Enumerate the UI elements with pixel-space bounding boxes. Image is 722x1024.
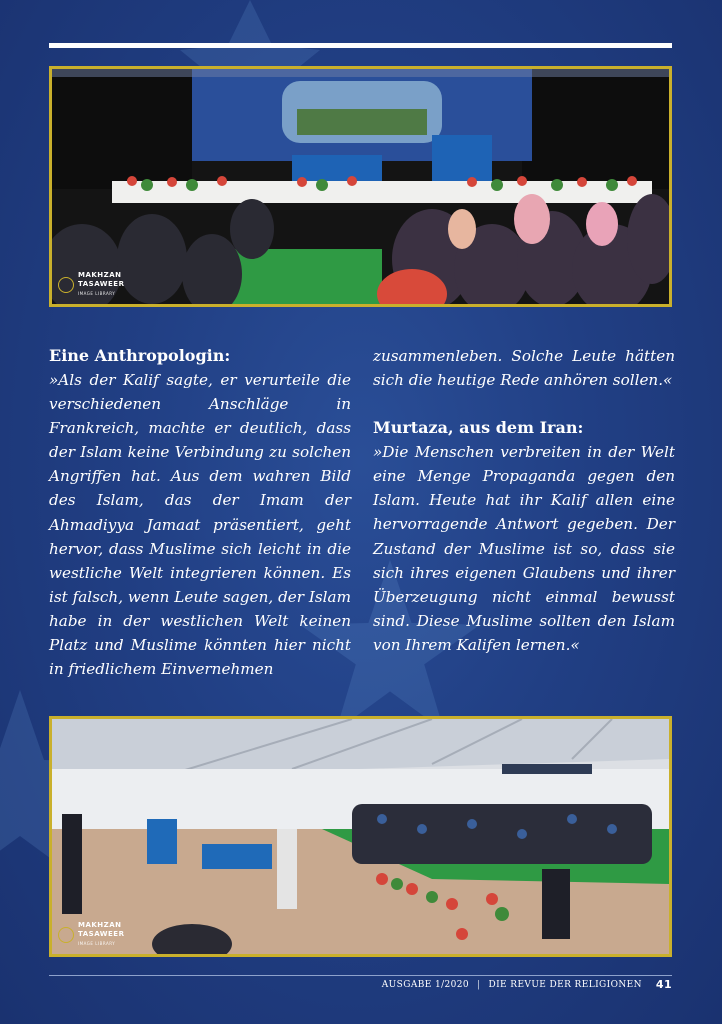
watermark-title-2: TASAWEER: [78, 930, 125, 938]
left-column: [49, 344, 351, 681]
section-heading: Murtaza, aus dem Iran:: [373, 418, 584, 438]
photo-stage-illustration: [52, 69, 669, 304]
footer-separator: |: [477, 979, 481, 990]
watermark-subtitle: IMAGE LIBRARY: [78, 291, 116, 296]
photo-watermark: [58, 271, 124, 298]
quote-text: »Die Menschen verbreiten in der Welt eine Menge Propaganda gegen den Islam. Heute hat ihr Kalif allen eine hervorragende Antwort gegeben. Der Zustand der Muslime ist so, dass sie sich ihres eigenen Glaubens und ihrer Überzeugung nicht einmal bewusst sind. Diese Muslime sollten den Islam von Ihrem Kalifen lernen.«: [373, 443, 675, 654]
photo-hall-illustration: [52, 719, 669, 954]
watermark-title: MAKHZAN: [78, 921, 122, 929]
watermark-logo-icon: [58, 277, 74, 293]
page-number: 41: [655, 978, 672, 991]
right-column: [373, 344, 675, 657]
watermark-title-2: TASAWEER: [78, 280, 125, 288]
photo-watermark: [58, 921, 124, 948]
watermark-logo-icon: [58, 927, 74, 943]
quote-text: »Als der Kalif sagte, er verurteile die verschiedenen Anschläge in Frankreich, machte er deutlich, dass der Islam keine Verbindung zu solchen Angriffen hat. Aus dem wahren Bild des Islam, das der Imam der Ahmadiyya Jamaat präsentiert, geht hervor, dass Muslime sich leicht in die westliche Welt integrieren können. Es ist falsch, wenn Leute sagen, der Islam habe in der westlichen Welt keinen Platz und Muslime könnten hier nicht in friedlichem Einvernehmen: [49, 371, 351, 679]
watermark-title: MAKHZAN: [78, 271, 122, 279]
footer-issue: AUSGABE 1/2020: [381, 979, 470, 990]
event-photo-hall: [49, 716, 672, 957]
page-footer: [382, 978, 672, 991]
event-photo-stage: [49, 66, 672, 307]
footer-magazine: DIE REVUE DER RELIGIONEN: [488, 979, 642, 990]
watermark-subtitle: IMAGE LIBRARY: [78, 941, 116, 946]
top-divider: [49, 43, 672, 48]
quote-continuation: zusammenleben. Solche Leute hätten sich die heutige Rede anhören sollen.«: [373, 347, 675, 390]
footer-divider: [49, 975, 672, 976]
section-heading: Eine Anthropologin:: [49, 346, 231, 365]
